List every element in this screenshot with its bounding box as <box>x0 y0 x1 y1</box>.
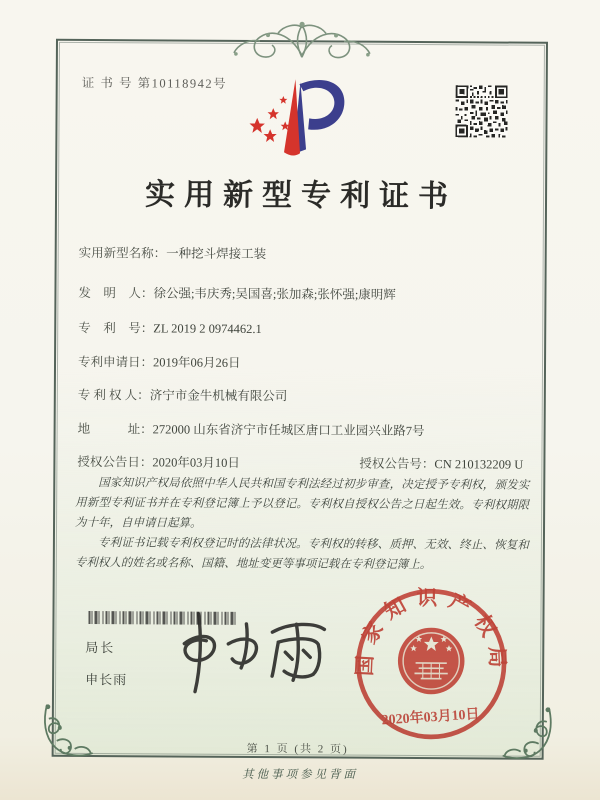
certificate-number: 证 书 号 第10118942号 <box>81 75 228 91</box>
field-label: 发 明 人： <box>78 285 154 301</box>
field-value: 一种挖斗焊接工装 <box>166 246 267 262</box>
field-value: 徐公强;韦庆秀;吴国喜;张加森;张怀强;康明辉 <box>153 286 396 302</box>
field-label: 地 址： <box>77 421 153 437</box>
certificate-fields <box>77 237 529 472</box>
top-floral-ornament-icon <box>212 15 392 68</box>
certificate-sheet <box>52 39 548 760</box>
field-label: 专 利 权 人： <box>77 387 150 403</box>
field-grant-number <box>359 454 523 473</box>
cnipa-patent-logo-icon <box>243 74 354 167</box>
seal-ring-text: 国家知识产权局 <box>353 586 509 678</box>
signature-handwriting <box>154 601 355 702</box>
certificate-title: 实用新型专利证书 <box>144 178 458 214</box>
field-filing-date <box>78 352 241 371</box>
legal-paragraph-2: 专利证书记载专利权登记时的法律状况。专利权的转移、质押、无效、终止、恢复和专利权人的姓名或名称、国籍、地址变更等事项记载在专利登记簿上。 <box>74 537 529 572</box>
field-value: 2020年03月10日 <box>152 455 240 470</box>
field-patentee <box>78 385 288 404</box>
field-value: ZL 2019 2 0974462.1 <box>153 321 262 337</box>
legal-paragraph-1: 国家知识产权局依照中华人民共和国专利法经过初步审查，决定授予专利权，颁发实用新型专利证书并在专利登记簿上予以登记。专利权自授权公告之日起生效。专利权期限为十年，自申请日起算。 <box>75 477 530 530</box>
field-address <box>78 419 425 439</box>
field-label: 实用新型名称： <box>78 245 167 261</box>
reverse-side-note: 其他事项参见背面 <box>242 769 358 781</box>
field-value: 济宁市金牛机械有限公司 <box>149 388 288 404</box>
qr-code <box>455 85 507 137</box>
field-utility-model-name <box>79 243 267 262</box>
field-label: 专 利 号： <box>78 320 154 336</box>
legal-statement <box>75 473 530 576</box>
field-label: 授权公告号： <box>359 456 435 472</box>
seal-date: 2020年03月10日 <box>381 706 481 729</box>
field-label: 专利申请日： <box>77 354 154 370</box>
field-label: 授权公告日： <box>77 454 153 470</box>
field-value: 2019年06月26日 <box>153 355 241 370</box>
page-indicator: 第 1 页 (共 2 页) <box>246 742 349 756</box>
field-patent-number <box>78 318 262 337</box>
field-value: 272000 山东省济宁市任城区唐口工业园兴业路7号 <box>152 422 425 439</box>
national-emblem-icon <box>398 627 465 694</box>
field-inventors <box>78 283 395 303</box>
field-value: CN 210132209 U <box>434 457 524 472</box>
cnipa-red-seal <box>353 586 510 743</box>
signer-name-label: 申长雨 <box>85 671 128 688</box>
signer-post-label: 局长 <box>85 639 116 656</box>
field-grant-date <box>77 452 240 471</box>
